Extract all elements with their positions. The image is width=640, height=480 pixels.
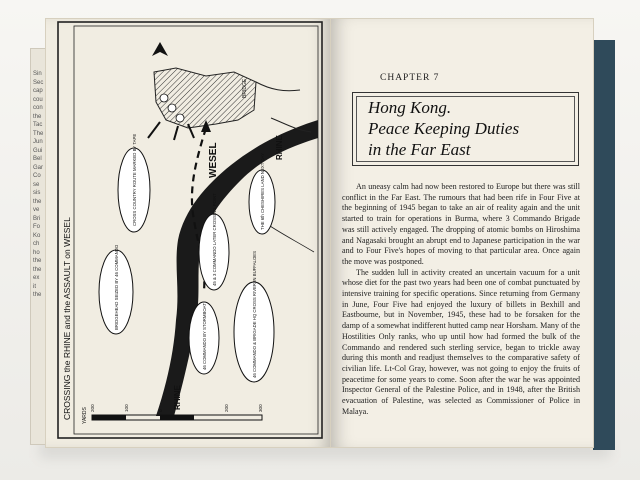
north-arrow-icon xyxy=(152,42,168,56)
annotation-buffaloes: 46 COMMANDO & BRIGADE HQ CROSS RIVER IN BUFFALOES xyxy=(252,250,257,378)
side-text-fragment: Sec xyxy=(33,79,44,86)
town-label: WESEL xyxy=(208,142,219,178)
chapter-title-line: Hong Kong. xyxy=(368,98,452,117)
side-road-label: BRIDGE xyxy=(242,78,248,98)
side-text-fragment: se xyxy=(33,181,40,188)
body-paragraph: The sudden lull in activity created an uncertain vacuum for a unit whose diet for the past two years had been one of combat punctuated by intensive training for specific operations. Since returning from Germany in June, Four Five had enjoyed the luxury of billets in Bexhill and Eastbourne, but in November, 1945, these had to be forsaken for the damp of a somewhat indifferent hutted camp near Horsham. Many of the Hostilities Only ranks, who up until how had formed the bulk of the Commando and rendered such sterling service, began to trickle away during this month and readjust themselves to the comparative safety of civilian life. Lt-Col Gray, however, was not going to enjoy the fruits of peacetime for some years to come. Soon after the war he was appointed Inspector General of the Palestine Police, and in 1948, after the British evacuation of Palestine, was selected as Commissioner of Police in Malaya. xyxy=(342,267,580,416)
side-text-fragment: ch xyxy=(33,241,40,247)
side-text-fragment: it xyxy=(33,283,36,290)
side-text-fragment: ho xyxy=(33,249,40,256)
body-paragraph: An uneasy calm had now been restored to Europe but there was still conflict in the Far East. The rumours that had been rife in Four Five at the beginning of 1945 began to take an air of reality again and the unit started to train for operations in Burma, where 3 Commando Brigade was still actively engaged. The dropping of atomic bombs on Hiroshima and Nagasaki brought an abrupt end to Japanese participation in the war and to Four Five's hopes of moving to that particular area. Once again the move was postponed. xyxy=(342,182,580,266)
side-text-fragment: Bri xyxy=(33,215,41,222)
side-text-fragment: the xyxy=(33,113,42,120)
side-text-fragment: the xyxy=(33,258,42,264)
scale-tick: 0 xyxy=(158,409,163,412)
annotation-bridgehead: BRIDGEHEAD SEIZED BY 46 COMMANDO xyxy=(114,244,119,330)
side-text-fragment: the xyxy=(33,198,42,205)
side-text-fragment: ve xyxy=(33,207,40,213)
scale-tick: 300 xyxy=(258,404,263,412)
scale-label: YARDS xyxy=(82,407,88,424)
side-text-fragment: Jun xyxy=(33,139,43,145)
side-text-fragment: cap xyxy=(33,88,43,94)
side-text-fragment: Bel xyxy=(33,156,42,162)
side-text-fragment: sis xyxy=(33,190,41,196)
chapter-title-line: Peace Keeping Duties xyxy=(368,119,520,138)
river-label-top: RHINE xyxy=(275,135,284,160)
rhine-river xyxy=(156,120,318,416)
scale-bar-segment xyxy=(160,415,194,420)
chapter-heading: CHAPTER 7 xyxy=(380,73,440,83)
road-line xyxy=(256,82,300,91)
chapter-title-line: in the Far East xyxy=(368,140,471,159)
side-text-fragment: Ko xyxy=(33,232,41,239)
side-text-fragment: Co xyxy=(33,173,41,179)
chapter-body xyxy=(342,182,580,417)
wesel-town-area xyxy=(154,68,256,128)
scale-tick: 100 xyxy=(124,404,129,412)
annotation-cheshires: THE 6th CHESHIRES LAND NEXT DAY xyxy=(260,153,265,230)
map-caption: CROSSING the RHINE and the ASSAULT on WESEL xyxy=(62,217,72,420)
annotation-route: CROSS COUNTRY ROUTE MARKED BY TAPE xyxy=(132,133,137,226)
scale-bar-segment xyxy=(92,415,126,420)
side-text-fragment: the xyxy=(33,266,42,273)
scale-tick: 200 xyxy=(90,404,95,412)
chapter-title xyxy=(368,97,519,160)
side-text-fragment: The xyxy=(33,130,44,137)
side-text-fragment: Fo xyxy=(33,224,41,230)
side-text-fragment: cou xyxy=(33,96,43,103)
river-label-bottom: RHINE xyxy=(173,385,182,410)
side-text-fragment: the xyxy=(33,292,42,298)
annotation-stormboat: 46 COMMANDO BY STORMBOAT xyxy=(202,303,207,370)
side-text-fragment: Gar xyxy=(33,164,44,171)
side-text-fragment: Tac xyxy=(33,122,43,128)
annotation-crossing-point: 45 & 3 COMMANDO LATER CROSSING POINT xyxy=(212,193,217,286)
side-text-fragment: con xyxy=(33,105,43,111)
scale-tick: 200 xyxy=(224,404,229,412)
side-text-fragment: Gui xyxy=(33,147,43,154)
wesel-map xyxy=(56,20,324,440)
side-text-fragment: Sin xyxy=(33,71,42,77)
side-text-fragment: ex xyxy=(33,275,40,281)
